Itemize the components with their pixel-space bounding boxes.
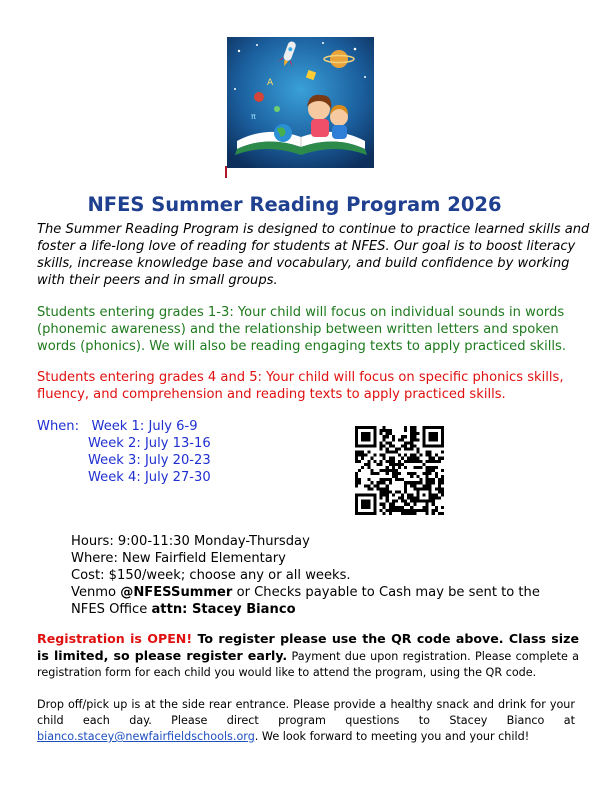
grades-4-5-paragraph: Students entering grades 4 and 5: Your child will focus on specific phonics skills, fluency, and comprehension and reading texts to apply practiced skills. [37, 370, 564, 402]
dropoff-paragraph [37, 697, 575, 745]
week-2: Week 2: July 13-16 [88, 436, 211, 451]
hours-line: Hours: 9:00-11:30 Monday-Thursday [71, 534, 310, 549]
registration-qr-code[interactable] [355, 426, 444, 515]
registration-instructions: To register please use the QR code above. Class size is limited, so please register early. [37, 631, 579, 663]
attn-text: attn: Stacey Bianco [151, 602, 296, 617]
week-1: Week 1: July 6-9 [91, 419, 198, 434]
payment-line [71, 584, 591, 601]
text-cursor-mark [225, 166, 227, 178]
office-text: NFES Office [71, 602, 152, 617]
grades-1-3-paragraph: Students entering grades 1-3: Your child will focus on individual sounds in words (phonemic awareness) and the relationship between written letters and spoken words (phonics). We will also be reading engaging texts to apply practiced skills. [37, 305, 567, 354]
svg-text:A: A [267, 78, 274, 88]
reading-program-illustration [227, 37, 374, 168]
registration-payment-note: Payment due upon registration. Please complete a registration form for each child you would like to attend the program, using the QR code. [37, 650, 579, 679]
dropoff-text: Drop off/pick up is at the side rear entrance. Please provide a healthy snack and drink for your child each day. Please direct program questions to Stacey Bianco at [37, 698, 575, 727]
week-3: Week 3: July 20-23 [88, 453, 211, 468]
svg-text:π: π [251, 112, 256, 121]
intro-paragraph: The Summer Reading Program is designed to continue to practice learned skills and foster a life-long love of reading for students at NFES. Our goal is to boost literacy skills, increase knowledge base and vocabulary, and build confidence by working with their peers and in small groups. [37, 222, 590, 288]
cost-line: Cost: $150/week; choose any or all weeks. [71, 568, 351, 583]
registration-paragraph [37, 631, 579, 681]
venmo-prefix: Venmo [71, 585, 121, 600]
program-details [71, 533, 591, 618]
when-label: When: [37, 419, 80, 434]
registration-open: Registration is OPEN! [37, 631, 193, 646]
week-4: Week 4: July 27-30 [88, 470, 211, 485]
page-title: NFES Summer Reading Program 2026 [87, 193, 502, 216]
office-line [71, 601, 591, 618]
venmo-suffix: or Checks payable to Cash may be sent to the [232, 585, 540, 600]
contact-email-link[interactable]: bianco.stacey@newfairfieldschools.org [37, 730, 255, 743]
where-line: Where: New Fairfield Elementary [71, 551, 286, 566]
venmo-handle: @NFESSummer [120, 585, 233, 600]
schedule-section [37, 418, 211, 486]
dropoff-closing: . We look forward to meeting you and your child! [254, 730, 530, 743]
schedule-week-1-line [37, 418, 211, 435]
